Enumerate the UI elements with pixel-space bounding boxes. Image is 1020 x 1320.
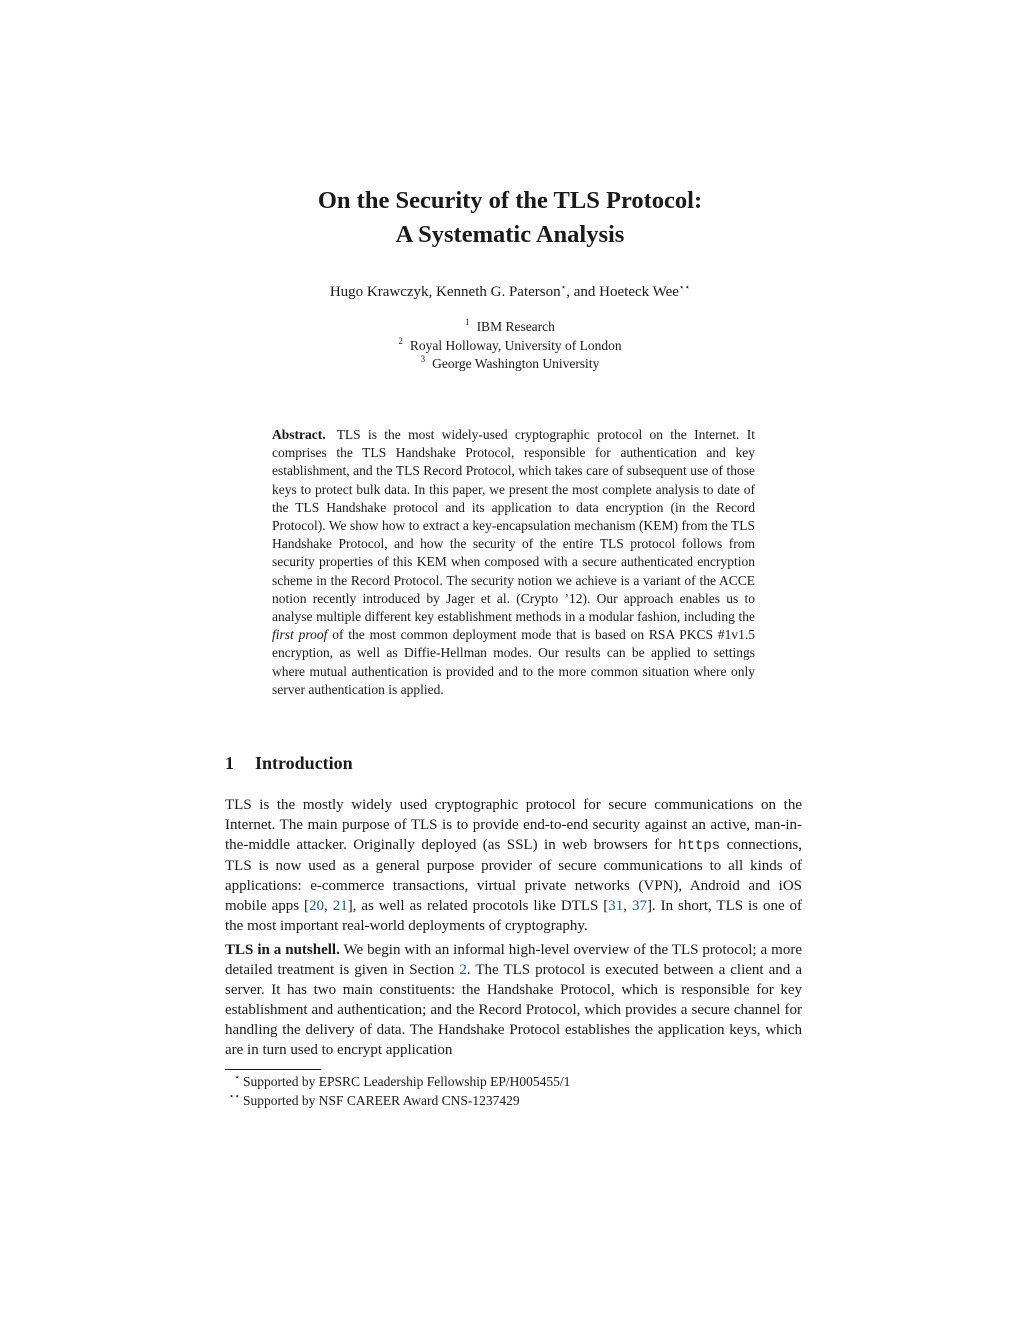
citation-separator: , bbox=[324, 898, 333, 914]
intro-paragraph-1 bbox=[225, 795, 802, 936]
footnote-text: Supported by NSF CAREER Award CNS-1237429 bbox=[243, 1093, 520, 1108]
footnotes bbox=[225, 1072, 570, 1110]
intro-text: TLS is the mostly widely used cryptographic protocol for secure communications on the Internet. The main purpose of TLS is to provide end-to-end security against an active, man-in-the-middle attacker. Originally deployed (as SSL) in web browsers for bbox=[225, 797, 802, 853]
citation-link-37[interactable]: 37 bbox=[631, 898, 647, 914]
footnote-text: Supported by EPSRC Leadership Fellowship EP/H005455/1 bbox=[243, 1074, 571, 1089]
affiliation-number: 3 bbox=[420, 354, 426, 364]
citation-separator: , bbox=[623, 898, 632, 914]
abstract-emphasis: first proof bbox=[272, 627, 328, 643]
title-line-2: A Systematic Analysis bbox=[395, 221, 625, 248]
authors-part-1: Hugo Krawczyk, Kenneth G. Paterson bbox=[329, 284, 561, 300]
section-number: 1 bbox=[225, 753, 234, 773]
abstract-label: Abstract. bbox=[272, 427, 326, 442]
https-code: https bbox=[678, 838, 721, 854]
section-reference-link[interactable]: 2 bbox=[459, 962, 467, 978]
intro-text: . The TLS protocol is executed between a client and a server. It has two main constituents: the Handshake Protocol, which is responsible for key establishment and authentication; and the Record Protocol, which provides a secure channel for handling the delivery of data. The Handshake Protocol establishes the application keys, which are in turn used to encrypt application bbox=[225, 962, 802, 1058]
section-heading bbox=[225, 753, 353, 774]
footnote-item: ⋆ Supported by EPSRC Leadership Fellowship EP/H005455/1 bbox=[234, 1072, 571, 1089]
footnote-rule bbox=[225, 1069, 321, 1070]
paragraph-heading: TLS in a nutshell. bbox=[225, 942, 340, 958]
section-title: Introduction bbox=[255, 753, 353, 773]
authors-part-2: , and Hoeteck Wee bbox=[566, 284, 679, 300]
author-list bbox=[0, 284, 1020, 301]
paper-title bbox=[0, 184, 1020, 252]
citation-link-21[interactable]: 21 bbox=[332, 898, 348, 914]
abstract-text-1: TLS is the most widely-used cryptographic protocol on the Internet. It comprises the TLS Handshake Protocol, responsible for authentication and key establishment, and the TLS Record Protocol, which takes care of subsequent use of those keys to protect bulk data. In this paper, we present the most complete analysis to date of the TLS Handshake protocol and its application to data encryption (in the Record Protocol). We show how to extract a key-encapsulation mechanism (KEM) from the TLS Handshake Protocol, and how the security of the entire TLS protocol follows from security properties of this KEM when composed with a secure authenticated encryption scheme in the Record Protocol. The security notion we achieve is a variant of the ACCE notion recently introduced by Jager et al. (Crypto ’12). Our approach enables us to analyse multiple different key establishment methods in a modular fashion, including the bbox=[272, 427, 755, 625]
abstract-text-2: of the most common deployment mode that is based on RSA PKCS #1v1.5 encryption, as well as Diffie-Hellman modes. Our results can be applied to settings where mutual authentication is provided and to the more common situation where only server authentication is applied. bbox=[272, 627, 756, 697]
affiliation-item bbox=[0, 318, 1020, 337]
affiliation-item bbox=[0, 355, 1020, 374]
author-footnote-mark-2: ⋆⋆ bbox=[678, 282, 691, 292]
affiliation-name: IBM Research bbox=[476, 319, 555, 334]
affiliation-name: Royal Holloway, University of London bbox=[409, 337, 622, 353]
affiliations bbox=[0, 318, 1020, 374]
affiliation-name: George Washington University bbox=[432, 356, 600, 371]
citation-link-31[interactable]: 31 bbox=[608, 898, 624, 914]
intro-text: ], as well as related procotols like DTLS [ bbox=[347, 898, 609, 914]
affiliation-number: 1 bbox=[465, 317, 470, 327]
introduction-body bbox=[225, 795, 802, 1060]
intro-text: ]. In short, TLS is one of the most important real-world deployments of cryptography. bbox=[225, 898, 803, 934]
affiliation-item bbox=[0, 337, 1020, 356]
abstract bbox=[272, 426, 755, 699]
intro-paragraph-2 bbox=[225, 940, 802, 1060]
intro-text: We begin with an informal high-level overview of the TLS protocol; a more detailed treatment is given in Section bbox=[225, 942, 802, 978]
intro-text: connections, TLS is now used as a general purpose provider of secure communications to all kinds of applications: e-commerce transactions, virtual private networks (VPN), Android and iOS mobile apps [ bbox=[225, 837, 803, 914]
affiliation-number: 2 bbox=[398, 335, 403, 346]
footnote-item: ⋆⋆ Supported by NSF CAREER Award CNS-1237429 bbox=[228, 1091, 520, 1108]
author-footnote-mark-1: ⋆ bbox=[560, 282, 567, 292]
citation-link-20[interactable]: 20 bbox=[309, 898, 324, 914]
title-line-1: On the Security of the TLS Protocol: bbox=[317, 187, 703, 214]
